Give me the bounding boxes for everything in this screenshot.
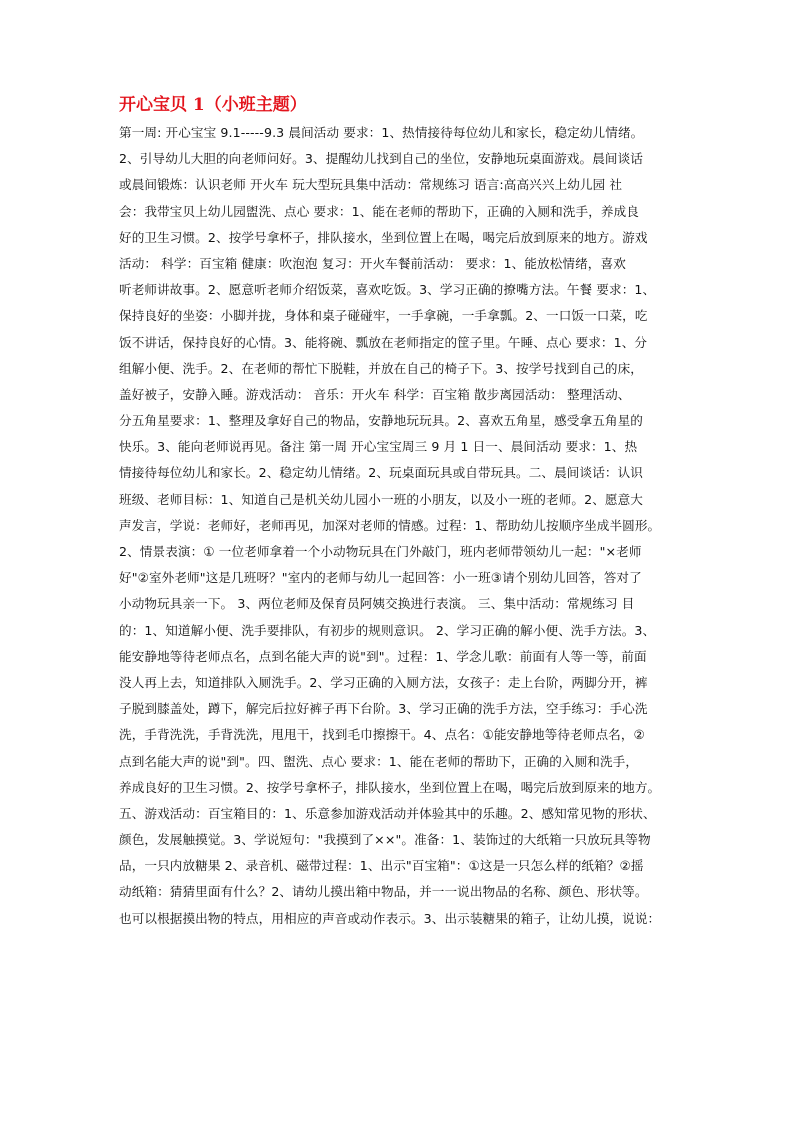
body-text-line: 分五角星要求：1、整理及拿好自己的物品，安静地玩玩具。2、喜欢五角星，感受拿五角星的 [119, 413, 643, 429]
body-text-line: 也可以根据摸出物的特点，用相应的声音或动作表示。3、出示装糖果的箱子，让幼儿摸，说说： [119, 910, 661, 926]
body-text-line: 子脱到膝盖处，蹲下，解完后拉好裤子再下台阶。3、学习正确的洗手方法，空手练习：手心洗 [119, 701, 648, 717]
body-text-line: 没人再上去，知道排队入厕洗手。2、学习正确的入厕方法，女孩子：走上台阶，两脚分开，裤 [119, 674, 648, 690]
body-text-line: 养成良好的卫生习惯。2、按学号拿杯子，排队接水，坐到位置上在喝，喝完后放到原来的地方。 [119, 779, 661, 795]
body-text-line: 快乐。3、能向老师说再见。备注 第一周 开心宝宝周三 9 月 1 日一、晨间活动 要求：1、热 [119, 439, 638, 455]
body-text-line: 听老师讲故事。2、愿意听老师介绍饭菜，喜欢吃饭。3、学习正确的撩嘴方法。午餐 要求：1、 [119, 282, 656, 298]
body-text-line: 好的卫生习惯。2、按学号拿杯子，排队接水，坐到位置上在喝，喝完后放到原来的地方。游戏 [119, 229, 648, 245]
body-text-line: 颜色，发展触摸觉。3、学说短句："我摸到了××"。准备：1、装饰过的大纸箱一只放玩具等物 [119, 832, 651, 848]
document-title: 开心宝贝 1（小班主题） [119, 95, 307, 115]
body-text-line: 好"②室外老师"这是几班呀？"室内的老师与幼儿一起回答：小一班③请个别幼儿回答，答对了 [119, 570, 642, 586]
body-text-line: 点到名能大声的说"到"。四、盥洗、点心 要求：1、能在老师的帮助下，正确的入厕和洗手， [119, 753, 639, 769]
body-text-line: 动纸箱：猜猜里面有什么？2、请幼儿摸出箱中物品，并一一说出物品的名称、颜色、形状等。 [119, 884, 648, 900]
document-body [119, 120, 680, 932]
body-text-line: 小动物玩具亲一下。 3、两位老师及保育员阿姨交换进行表演。 三、集中活动：常规练习 目 [119, 596, 635, 612]
body-text-line: 的：1、知道解小便、洗手要排队，有初步的规则意识。 2、学习正确的解小便、洗手方法。3、 [119, 622, 656, 638]
body-text-line: 情接待每位幼儿和家长。2、稳定幼儿情绪。2、玩桌面玩具或自带玩具。二、晨间谈话：认识 [119, 465, 643, 481]
body-text-line: 品，一只内放糖果 2、录音机、磁带过程：1、出示"百宝箱"：①这是一只怎么样的纸箱？②摇 [119, 858, 644, 874]
body-text-line: 组解小便、洗手。2、在老师的帮忙下脱鞋，并放在自己的椅子下。3、按学号找到自己的床， [119, 360, 643, 376]
body-text-line: 饭不讲话，保持良好的心情。3、能将碗、瓢放在老师指定的筐子里。午睡、点心 要求：1、分 [119, 334, 648, 350]
body-text-line: 第一周: 开心宝宝 9.1-----9.3 晨间活动 要求：1、热情接待每位幼儿和家长，稳定幼儿情绪。 [119, 125, 644, 140]
body-text-line: 洗，手背洗洗，手背洗洗，甩甩干，找到毛巾擦擦干。4、点名：①能安静地等待老师点名，② [119, 727, 645, 743]
body-text-line: 班级、老师目标：1、知道自己是机关幼儿园小一班的小朋友，以及小一班的老师。2、愿意大 [119, 491, 643, 507]
body-text-line: 五、游戏活动：百宝箱目的：1、乐意参加游戏活动并体验其中的乐趣。2、感知常见物的形状、 [119, 805, 656, 821]
body-text-line: 会：我带宝贝上幼儿园盥洗、点心 要求：1、能在老师的帮助下，正确的入厕和洗手，养成良 [119, 203, 639, 219]
body-text-line: 能安静地等待老师点名，点到名能大声的说"到"。过程：1、学念儿歌：前面有人等一等，前面 [119, 648, 647, 664]
body-text-line: 或晨间锻炼：认识老师 开火车 玩大型玩具集中活动：常规练习 语言:高高兴兴上幼儿园 社 [119, 177, 623, 193]
body-text-line: 2、引导幼儿大胆的向老师问好。3、提醒幼儿找到自己的坐位，安静地玩桌面游戏。晨间谈话 [119, 151, 643, 167]
body-text-line: 保持良好的坐姿：小脚并拢，身体和桌子碰碰牢，一手拿碗，一手拿瓢。2、一口饭一口菜，吃 [119, 308, 648, 324]
body-text-line: 2、情景表演：① 一位老师拿着一个小动物玩具在门外敲门，班内老师带领幼儿一起："×老师 [119, 544, 642, 559]
body-text-line: 盖好被子，安静入睡。游戏活动： 音乐：开火车 科学：百宝箱 散步离园活动： 整理活动、 [119, 386, 631, 402]
body-text-line: 声发言，学说：老师好，老师再见，加深对老师的情感。过程：1、帮助幼儿按顺序坐成半圆形。 [119, 517, 661, 533]
body-text-line: 活动： 科学：百宝箱 健康：吹泡泡 复习：开火车餐前活动： 要求：1、能放松情绪，喜欢 [119, 255, 626, 271]
